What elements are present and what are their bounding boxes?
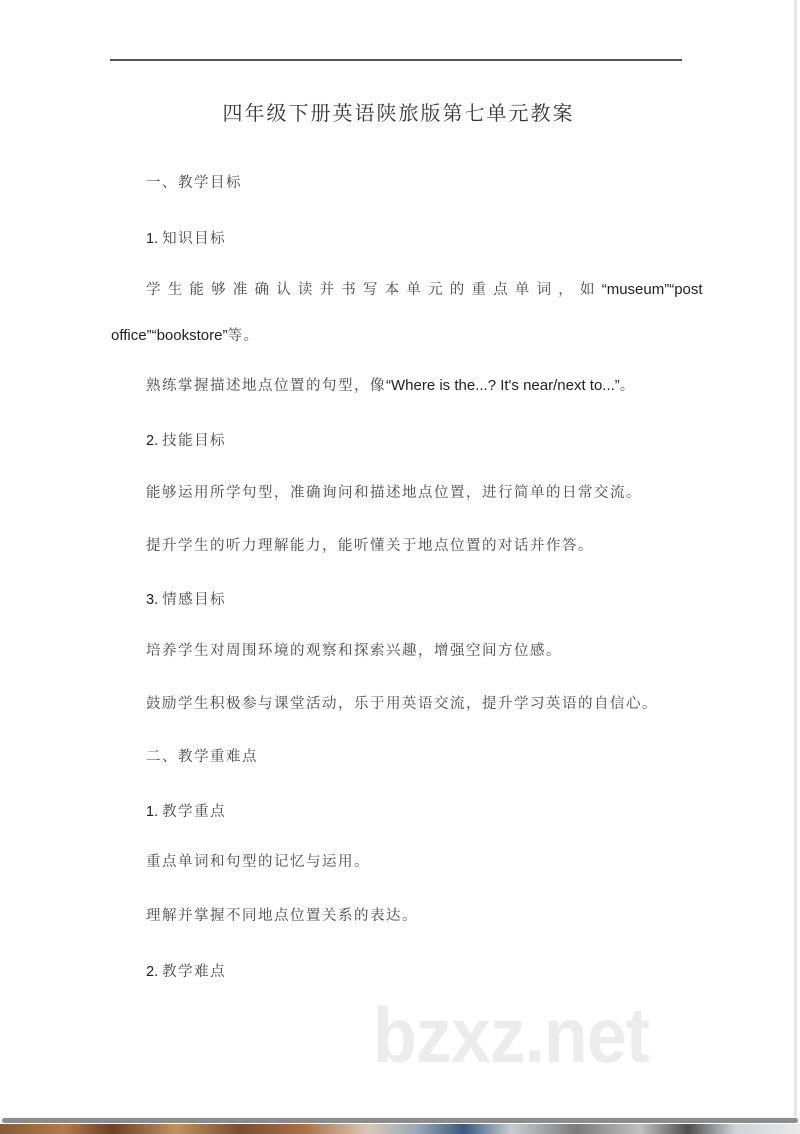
paragraph-text-en: office”“bookstore” [111, 327, 228, 344]
subheading-text: 教学重点 [162, 804, 227, 820]
paragraph-text-en: “Where is the...? It's near/next to...” [386, 377, 620, 394]
section-heading-key-difficult-points: 二、教学重难点 [146, 749, 258, 765]
subheading-text: 情感目标 [162, 592, 227, 608]
subheading-text: 教学难点 [162, 964, 227, 980]
subheading-number: 1. [146, 804, 159, 820]
subheading-number: 3. [146, 592, 159, 608]
paragraph-key-words [146, 278, 703, 299]
paragraph-tail: 。 [619, 378, 636, 394]
background-image-strip [0, 1124, 800, 1134]
paragraph-focus-expression: 理解并掌握不同地点位置关系的表达。 [146, 908, 418, 924]
section-heading-teaching-goals: 一、教学目标 [146, 175, 242, 191]
subheading-number: 2. [146, 433, 159, 449]
paragraph-focus-memorization: 重点单词和句型的记忆与运用。 [146, 854, 370, 870]
subheading-knowledge-goals [146, 227, 226, 248]
paragraph-skill-listening: 提升学生的听力理解能力，能听懂关于地点位置的对话并作答。 [146, 538, 594, 554]
horizontal-scrollbar[interactable] [0, 1117, 800, 1123]
page-right-edge [794, 0, 797, 1117]
paragraph-sentence-patterns [146, 374, 636, 395]
subheading-emotional-goals [146, 588, 226, 609]
watermark-text: bzxz.net [373, 991, 649, 1079]
horizontal-scrollbar-thumb[interactable] [2, 1118, 798, 1123]
header-rule [110, 59, 682, 61]
subheading-teaching-difficulty [146, 960, 226, 981]
subheading-teaching-focus [146, 800, 226, 821]
paragraph-text-cn: 熟练掌握描述地点位置的句型，像 [146, 378, 386, 394]
paragraph-emotional-observation: 培养学生对周围环境的观察和探索兴趣，增强空间方位感。 [146, 643, 562, 659]
paragraph-key-words-continued [111, 324, 259, 345]
subheading-number: 2. [146, 964, 159, 980]
paragraph-text-en: “museum”“post [601, 281, 703, 298]
paragraph-text-cn: 学生能够准确认读并书写本单元的重点单词，如 [146, 282, 602, 298]
subheading-skill-goals [146, 429, 226, 450]
subheading-text: 知识目标 [162, 231, 227, 247]
paragraph-skill-communication: 能够运用所学句型，准确询问和描述地点位置，进行简单的日常交流。 [146, 485, 642, 501]
paragraph-emotional-confidence: 鼓励学生积极参与课堂活动，乐于用英语交流，提升学习英语的自信心。 [146, 696, 658, 712]
paragraph-text-cn: 等。 [227, 328, 260, 344]
subheading-text: 技能目标 [162, 433, 227, 449]
document-title: 四年级下册英语陕旅版第七单元教案 [222, 101, 575, 125]
subheading-number: 1. [146, 231, 159, 247]
